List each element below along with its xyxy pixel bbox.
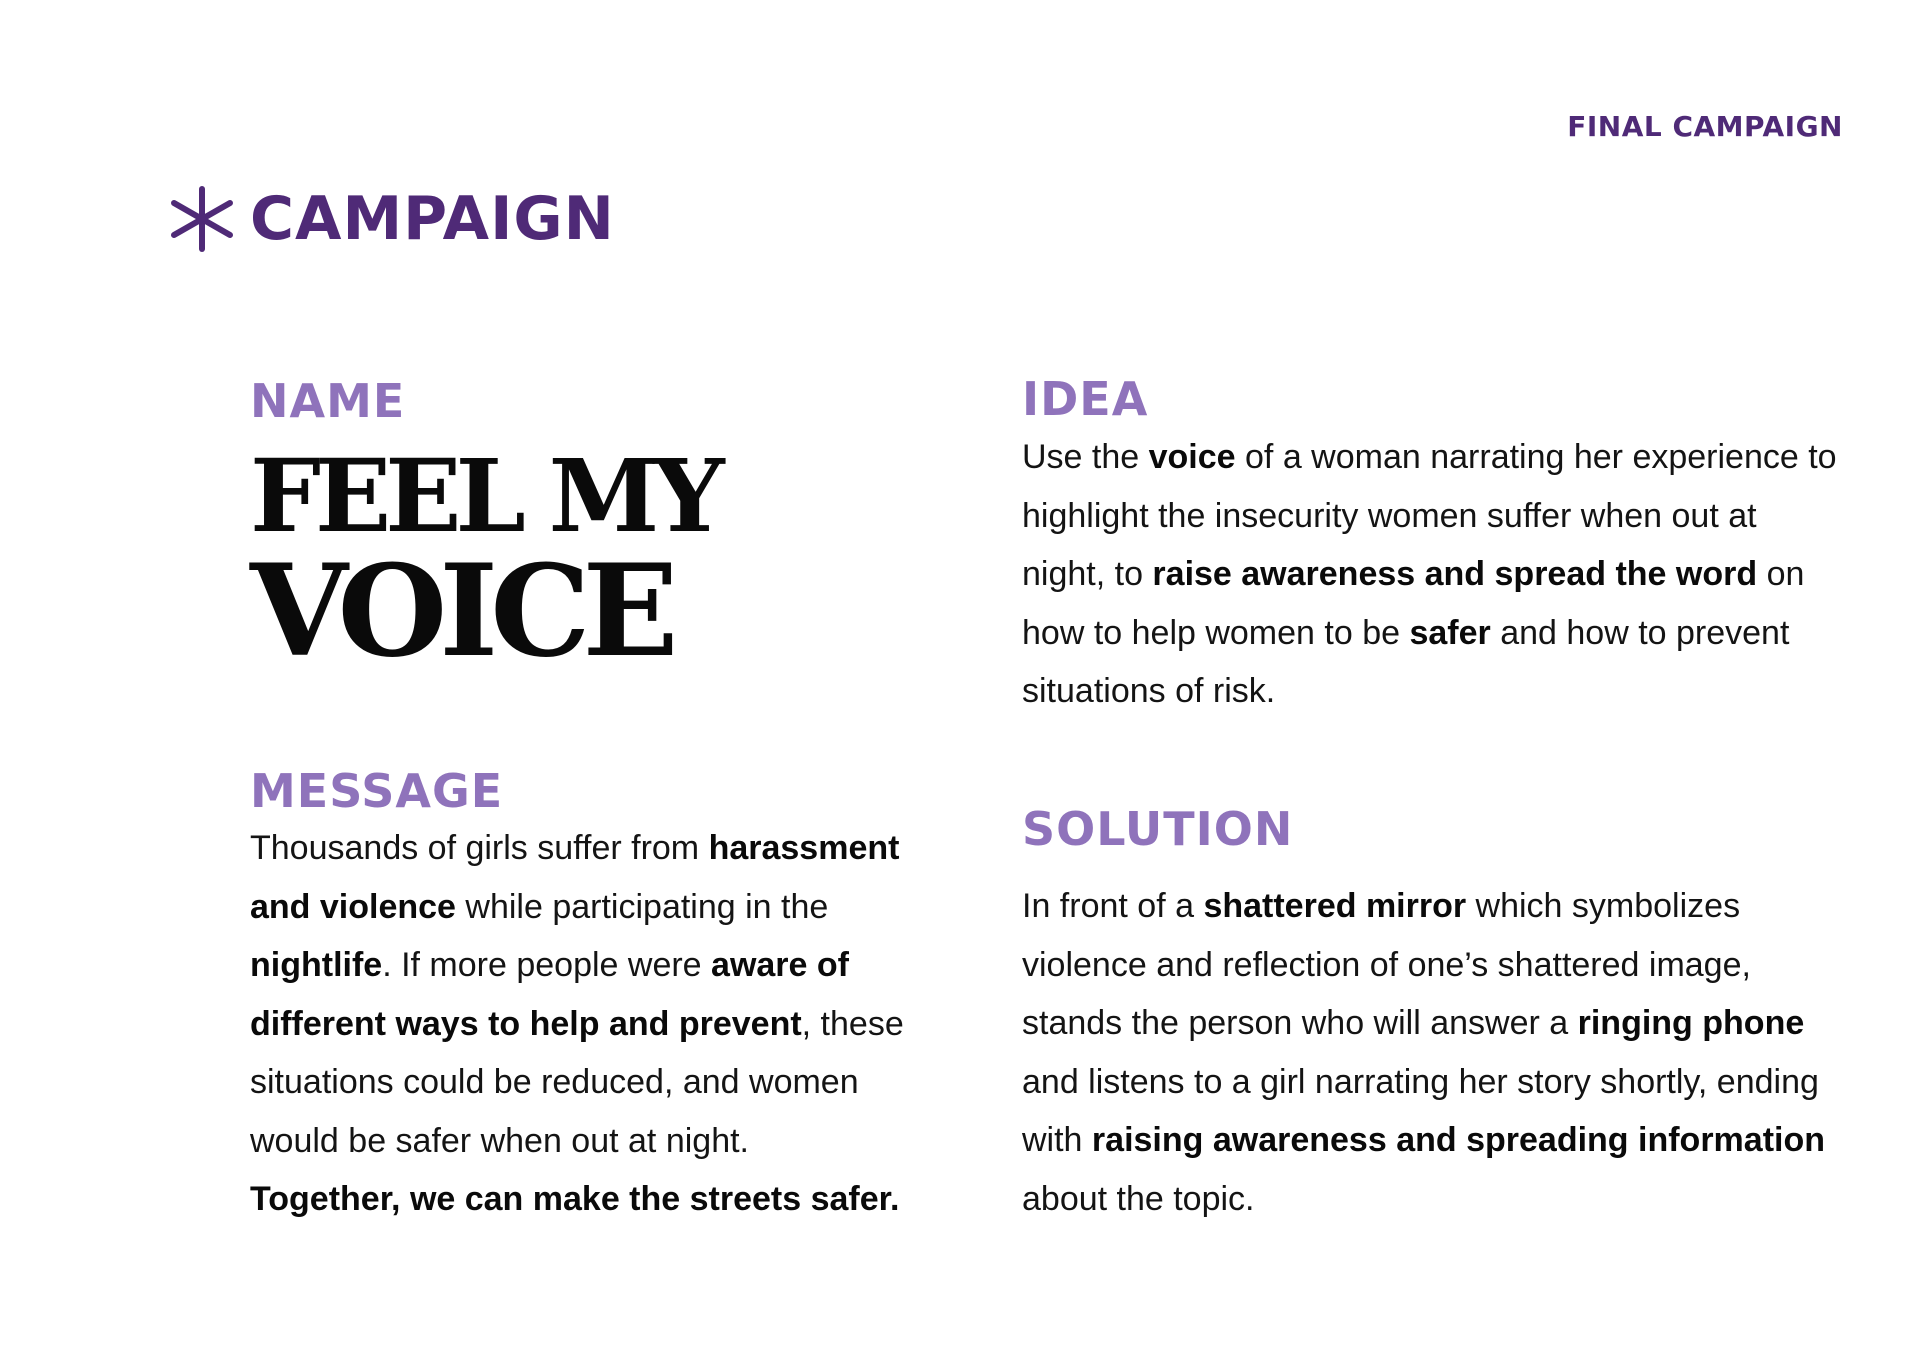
idea-text: Use the voice of a woman narrating her experience to highlight the insecurity women suffer when out at night, to raise awareness and spread the word on how to help women to be safer and how to prevent situations of risk. [1022,438,1837,710]
section-title [168,185,615,253]
campaign-name-line2: VOICE [250,537,671,685]
solution-label: SOLUTION [1022,802,1294,856]
message-label: MESSAGE [250,764,504,818]
page-header-label: FINAL CAMPAIGN [1567,110,1843,143]
asterisk-icon [168,185,236,253]
message-text: Thousands of girls suffer from harassment and violence while participating in the nightlife. If more people were aware of different ways to help and prevent, these situations could be reduced, and women would be safer when out at night. Together, we can make the streets safer. [250,829,904,1218]
solution-text: In front of a shattered mirror which symbolizes violence and reflection of one’s shattered image, stands the person who will answer a ringing phone and listens to a girl narrating her story shortly, ending with raising awareness and spreading information about the topic. [1022,887,1825,1218]
section-title-text: CAMPAIGN [250,184,615,254]
campaign-name [250,437,719,685]
campaign-name-line1: FEEL MY [250,437,719,555]
name-label: NAME [250,374,406,428]
idea-label: IDEA [1022,372,1149,426]
